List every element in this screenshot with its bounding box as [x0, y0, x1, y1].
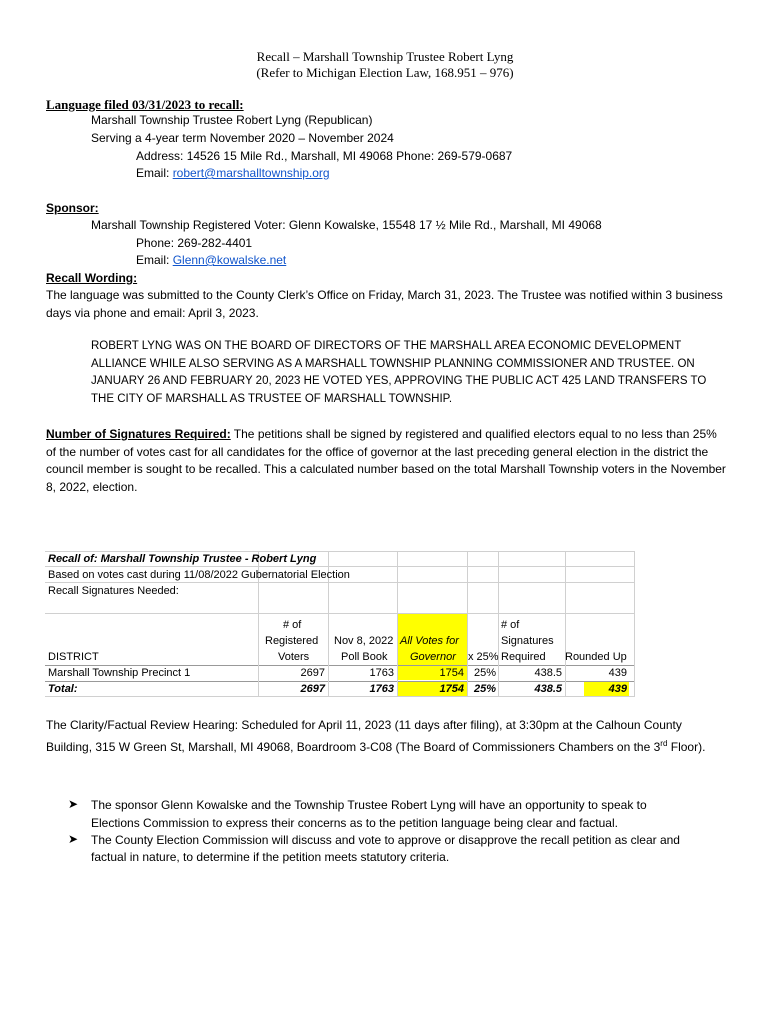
sponsor-email-line: [136, 252, 286, 269]
total-pct: 25%: [473, 683, 496, 695]
hearing-paragraph: [46, 717, 726, 756]
hearing-text: The Clarity/Factual Review Hearing: Scheduled for April 11, 2023 (11 days after filing), at 3:30pm at the Calhoun County Building, 315 W Green St, Marshall, MI 49068, Boardroom 3-C08 (The Board of Commissioners Chambers on the 3: [46, 718, 682, 754]
header-registered-2: Registered: [265, 635, 319, 647]
bullet-1-line-2: Elections Commission to express their concerns as to the petition language being clear and factual.: [91, 816, 618, 830]
bullet-2-line-1: The County Election Commission will discuss and vote to approve or disapprove the recall petition as clear and: [91, 833, 680, 847]
sheet-basis: Based on votes cast during 11/08/2022 Gubernatorial Election: [48, 569, 350, 581]
header-pollbook-1: Nov 8, 2022: [334, 635, 394, 647]
header-required-3: Required: [501, 651, 546, 663]
row-required: 438.5: [534, 667, 562, 679]
total-registered: 2697: [300, 683, 325, 695]
official-email-link[interactable]: robert@marshalltownship.org: [172, 166, 330, 180]
hearing-tail: Floor).: [670, 739, 706, 754]
total-governor: 1754: [439, 683, 464, 695]
sponsor-voter: Marshall Township Registered Voter: Glenn Kowalske, 15548 17 ½ Mile Rd., Marshall, MI 49068: [91, 218, 602, 232]
wording-heading: Recall Wording:: [46, 271, 138, 285]
official-address: Address: 14526 15 Mile Rd., Marshall, MI 49068 Phone: 269-579-0687: [136, 149, 513, 163]
language-heading: Language filed 03/31/2023 to recall:: [46, 97, 244, 112]
wording-intro: The language was submitted to the County Clerk’s Office on Friday, March 31, 2023. The Trustee was notified within 3 business days via phone and email: April 3, 2023.: [46, 288, 723, 320]
bullet-2-line-2: factual in nature, to determine if the petition meets statutory criteria.: [91, 850, 450, 864]
recall-statement: ROBERT LYNG WAS ON THE BOARD OF DIRECTORS OF THE MARSHALL AREA ECONOMIC DEVELOPMENT ALLIANCE WHILE ALSO SERVING AS A MARSHALL TOWNSHIP PLANNING COMMISSIONER AND TRUSTEE. ON JANUARY 26 AND FEBRUARY 20, 2023 HE VOTED YES, APPROVING THE PUBLIC ACT 425 LAND TRANSFERS TO THE CITY OF MARSHALL AS TRUSTEE OF MARSHALL TOWNSHIP.: [91, 340, 707, 405]
sponsor-email-link[interactable]: Glenn@kowalske.net: [172, 253, 287, 267]
row-pct: 25%: [473, 667, 496, 679]
document-subtitle: (Refer to Michigan Election Law, 168.951 – 976): [256, 65, 514, 80]
email-label: Email:: [136, 166, 170, 180]
total-label: Total:: [48, 683, 78, 695]
official-email-line: [136, 165, 330, 182]
arrow-bullet-icon: ➤: [68, 797, 79, 811]
hearing-superscript: rd: [660, 738, 668, 748]
signatures-table: [45, 551, 635, 697]
bullet-1-line-1: The sponsor Glenn Kowalske and the Township Trustee Robert Lyng will have an opportunity to speak to: [91, 798, 647, 812]
signatures-text: The petitions shall be signed by registered and qualified electors equal to no less than 25% of the number of votes cast for all candidates for the office of governor at the last preceding general election in the district the council member is sought to be recalled. This a calculated number based on the total Marshall Township voters in the November 8, 2022, election.: [46, 427, 726, 494]
row-governor: 1754: [439, 667, 464, 679]
row-rounded: 439: [608, 667, 627, 679]
term-line: Serving a 4-year term November 2020 – November 2024: [91, 131, 394, 145]
arrow-bullet-icon: ➤: [68, 832, 79, 846]
header-pollbook-2: Poll Book: [341, 651, 388, 663]
official-name: Marshall Township Trustee Robert Lyng (Republican): [91, 113, 373, 127]
header-registered-3: Voters: [278, 651, 310, 663]
signatures-heading: Number of Signatures Required:: [46, 427, 231, 441]
header-pct: x 25%: [468, 651, 499, 663]
header-district: DISTRICT: [48, 651, 99, 663]
header-required-2: Signatures: [501, 635, 554, 647]
header-governor-2: Governor: [410, 651, 456, 663]
header-rounded: Rounded Up: [565, 651, 627, 663]
row-registered: 2697: [300, 667, 325, 679]
header-required-1: # of: [501, 619, 520, 631]
row-pollbook: 1763: [369, 667, 394, 679]
sheet-title: Recall of: Marshall Township Trustee - Robert Lyng: [48, 553, 317, 565]
email-label: Email:: [136, 253, 170, 267]
total-pollbook: 1763: [369, 683, 394, 695]
header-governor-1: All Votes for: [400, 635, 459, 647]
header-registered-1: # of: [283, 619, 302, 631]
total-required: 438.5: [534, 683, 562, 695]
signatures-paragraph: [46, 426, 726, 496]
sheet-needed: Recall Signatures Needed:: [48, 585, 179, 597]
sponsor-heading: Sponsor:: [46, 201, 99, 215]
total-rounded: 439: [608, 683, 627, 695]
document-title: Recall – Marshall Township Trustee Robert Lyng: [256, 49, 514, 64]
row-district: Marshall Township Precinct 1: [48, 667, 191, 679]
sponsor-phone: Phone: 269-282-4401: [136, 236, 253, 250]
